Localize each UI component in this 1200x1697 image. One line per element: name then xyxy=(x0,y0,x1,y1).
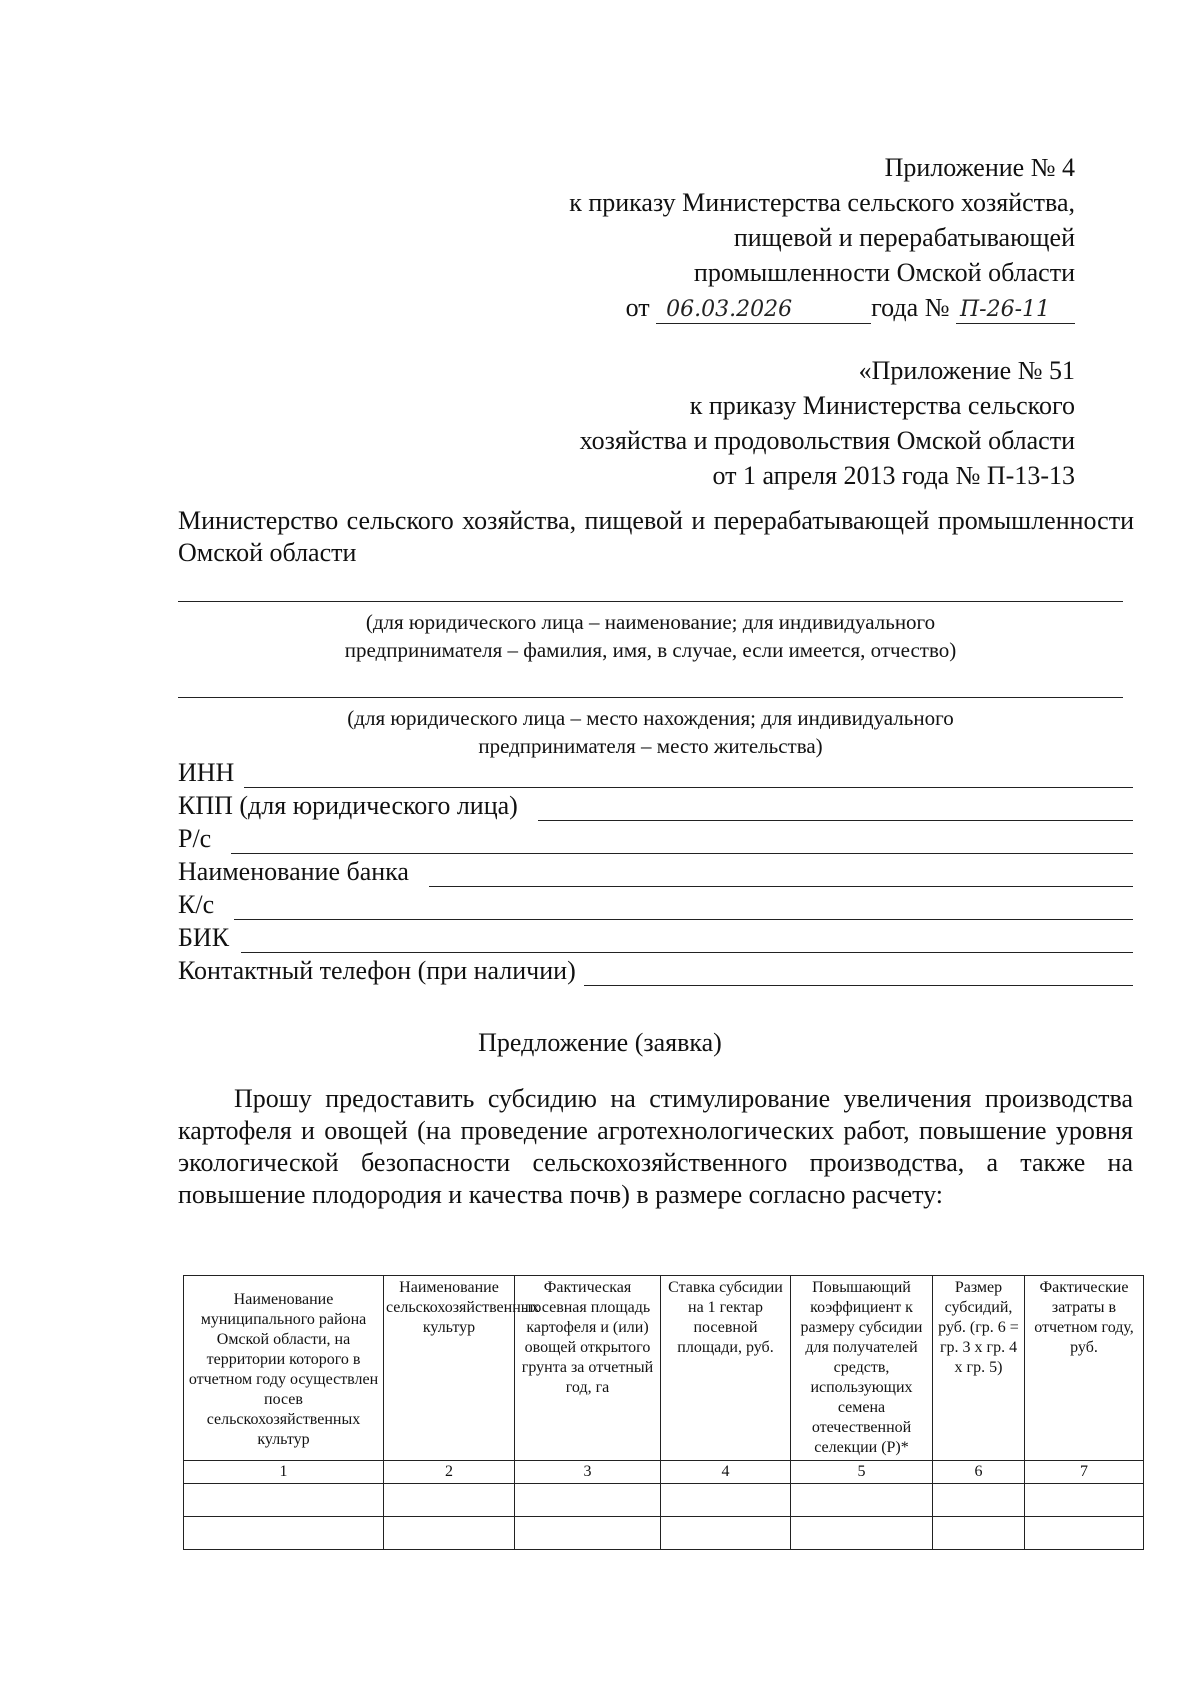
table-row xyxy=(184,1517,1144,1550)
column-number: 4 xyxy=(661,1461,791,1484)
table-cell[interactable] xyxy=(184,1517,384,1550)
header-cell-coefficient: Повышающий коэффициент к размеру субсидии для получателей средств, использующих семена отечественной селекции (Р)* xyxy=(791,1276,933,1461)
table-cell[interactable] xyxy=(791,1517,933,1550)
bik-field[interactable] xyxy=(178,923,1133,953)
appendix-51-line-2: хозяйства и продовольствия Омской области xyxy=(579,426,1075,455)
bank-label: Наименование банка xyxy=(178,857,409,886)
column-number: 2 xyxy=(384,1461,515,1484)
applicant-name-line[interactable] xyxy=(178,601,1123,602)
phone-label: Контактный телефон (при наличии) xyxy=(178,956,576,985)
bank-field[interactable] xyxy=(178,857,1133,887)
caption-line: предпринимателя – фамилия, имя, в случае, если имеется, отчество) xyxy=(344,638,957,662)
table-cell[interactable] xyxy=(933,1517,1025,1550)
column-number: 7 xyxy=(1025,1461,1144,1484)
year-word: года № xyxy=(871,293,950,322)
corr-account-input-line[interactable] xyxy=(234,897,1133,920)
column-number: 6 xyxy=(933,1461,1025,1484)
appendix-4-line-1: к приказу Министерства сельского хозяйства, xyxy=(569,188,1075,217)
column-number: 1 xyxy=(184,1461,384,1484)
table-cell[interactable] xyxy=(515,1517,661,1550)
table-cell[interactable] xyxy=(791,1484,933,1517)
handwritten-date: 06.03.2026 xyxy=(656,297,871,324)
request-paragraph: Прошу предоставить субсидию на стимулирование увеличения производства картофеля и овощей (на проведение агротехнологических работ, повышение уровня экологической безопасности сельскохозяйственного производства, а также на повышение плодородия и качества почв) в размере согласно расчету: xyxy=(178,1084,1133,1209)
table-cell[interactable] xyxy=(1025,1484,1144,1517)
appendix-4-title: Приложение № 4 xyxy=(884,153,1075,182)
header-cell-subsidy-size: Размер субсидий, руб. (гр. 6 = гр. 3 х гр. 4 х гр. 5) xyxy=(933,1276,1025,1461)
inn-label: ИНН xyxy=(178,758,235,787)
table-cell[interactable] xyxy=(661,1484,791,1517)
table-header-row xyxy=(184,1276,1144,1461)
table-cell[interactable] xyxy=(515,1484,661,1517)
bik-label: БИК xyxy=(178,923,230,952)
kpp-field[interactable] xyxy=(178,791,1133,821)
table-row xyxy=(184,1484,1144,1517)
table-cell[interactable] xyxy=(933,1484,1025,1517)
appendix-4-line-2: пищевой и перерабатывающей xyxy=(733,223,1075,252)
column-number: 5 xyxy=(791,1461,933,1484)
document-title: Предложение (заявка) xyxy=(478,1028,722,1057)
appendix-4-date-line xyxy=(569,290,1075,325)
appendix-51-line-3: от 1 апреля 2013 года № П-13-13 xyxy=(712,461,1075,490)
header-cell-crops: Наименование сельскохозяйственных культур xyxy=(384,1276,515,1461)
corr-account-field[interactable] xyxy=(178,890,1133,920)
column-number-row xyxy=(184,1461,1144,1484)
table-cell[interactable] xyxy=(384,1517,515,1550)
caption-line: (для юридического лица – наименование; для индивидуального xyxy=(365,610,936,634)
caption-line: (для юридического лица – место нахождения; для индивидуального xyxy=(347,706,954,730)
subsidy-calculation-table xyxy=(183,1275,1144,1550)
applicant-name-caption xyxy=(178,608,1123,664)
header-cell-rate: Ставка субсидии на 1 гектар посевной площади, руб. xyxy=(661,1276,791,1461)
header-cell-district: Наименование муниципального района Омской области, на территории которого в отчетном году осуществлен посев сельскохозяйственных культур xyxy=(184,1276,384,1461)
applicant-address-caption xyxy=(178,704,1123,760)
kpp-input-line[interactable] xyxy=(538,798,1133,821)
bank-input-line[interactable] xyxy=(429,864,1133,887)
handwritten-order-number: П-26-11 xyxy=(956,297,1075,324)
table-cell[interactable] xyxy=(384,1484,515,1517)
applicant-address-line[interactable] xyxy=(178,697,1123,698)
bik-input-line[interactable] xyxy=(241,930,1133,953)
header-cell-actual-costs: Фактические затраты в отчетном году, руб. xyxy=(1025,1276,1144,1461)
account-input-line[interactable] xyxy=(231,831,1133,854)
account-label: Р/с xyxy=(178,824,212,853)
table-cell[interactable] xyxy=(661,1517,791,1550)
table-cell[interactable] xyxy=(1025,1517,1144,1550)
inn-field[interactable] xyxy=(178,758,1133,788)
column-number: 3 xyxy=(515,1461,661,1484)
kpp-label: КПП (для юридического лица) xyxy=(178,791,518,820)
header-cell-area: Фактическая посевная площадь картофеля и (или) овощей открытого грунта за отчетный год, га xyxy=(515,1276,661,1461)
appendix-4-header xyxy=(569,150,1075,325)
appendix-51-header xyxy=(580,353,1075,493)
account-field[interactable] xyxy=(178,824,1133,854)
caption-line: предпринимателя – место жительства) xyxy=(478,734,823,758)
corr-account-label: К/с xyxy=(178,890,215,919)
appendix-51-line-1: к приказу Министерства сельского xyxy=(689,391,1075,420)
phone-field[interactable] xyxy=(178,956,1133,986)
appendix-4-line-3: промышленности Омской области xyxy=(693,258,1075,287)
inn-input-line[interactable] xyxy=(244,765,1133,788)
appendix-51-title: «Приложение № 51 xyxy=(858,356,1075,385)
phone-input-line[interactable] xyxy=(584,963,1133,986)
table-cell[interactable] xyxy=(184,1484,384,1517)
date-prefix: от xyxy=(625,293,650,322)
ministry-addressee: Министерство сельского хозяйства, пищевой и перерабатывающей промышленности Омской области xyxy=(178,506,1134,567)
